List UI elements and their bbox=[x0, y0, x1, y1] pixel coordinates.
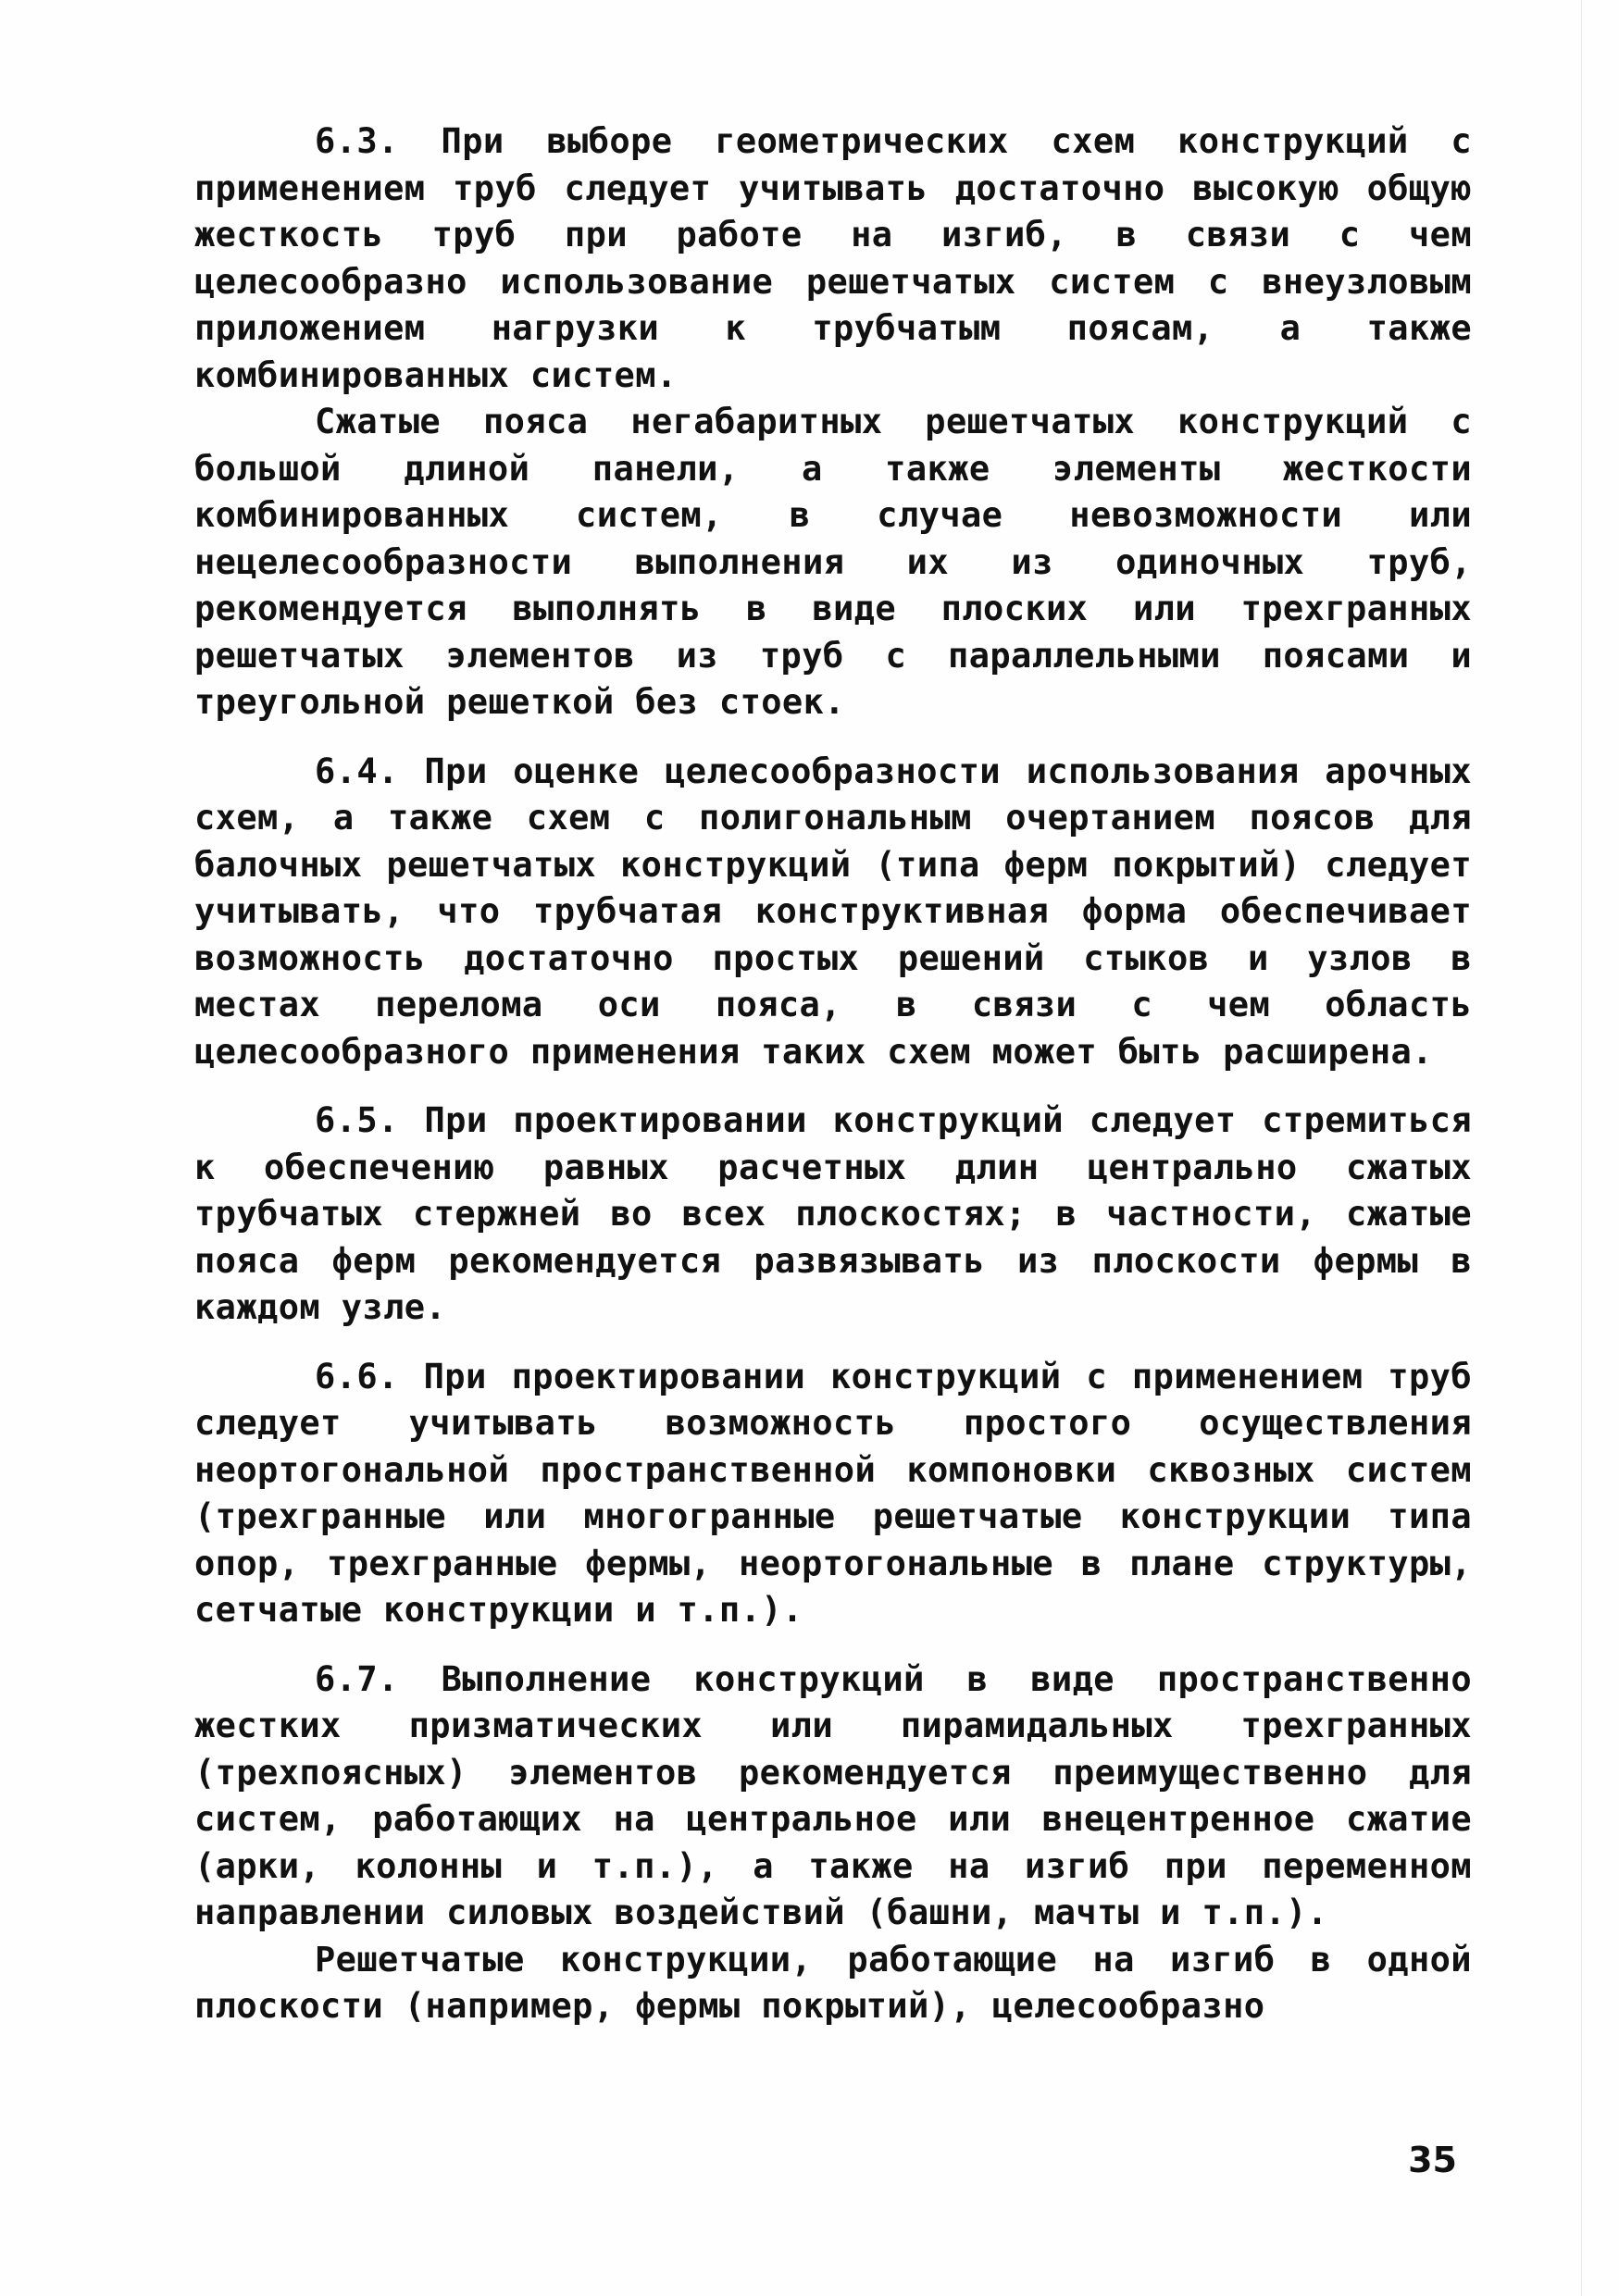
paragraph-6-5: 6.5. При проектировании конструкций следует стремиться к обеспечению равных расчетных длин центрально сжатых трубчатых стержней во всех плоскостях; в частности, сжатые пояса ферм рекомендуется развязывать из плоскости фермы в каждом узле. bbox=[194, 1100, 1472, 1327]
page-number: 35 bbox=[1408, 2140, 1457, 2180]
paragraph-6-6: 6.6. При проектировании конструкций с применением труб следует учитывать возможность простого осуществления неортогональной пространственной компоновки сквозных систем (трехгранные или многогранные решетчатые конструкции типа опор, трехгранные фермы, неортогональные в плане структуры, сетчатые конструкции и т.п.). bbox=[194, 1356, 1472, 1630]
paragraph-6-3: 6.3. При выборе геометрических схем конструкций с применением труб следует учитывать достаточно высокую общую жесткость труб при работе на изгиб, в связи с чем целесообразно использование решетчатых систем с внеузловым приложением нагрузки к трубчатым поясам, а также комбинированных систем. bbox=[194, 121, 1472, 395]
scan-edge-line bbox=[1581, 0, 1582, 2296]
paragraph-6-3-continued: Сжатые пояса негабаритных решетчатых конструкций с большой длиной панели, а также элементы жесткости комбинированных систем, в случае невозможности или нецелесообразности выполнения их из одиночных труб, рекомендуется выполнять в виде плоских или трехгранных решетчатых элементов из труб с параллельными поясами и треугольной решеткой без стоек. bbox=[194, 402, 1472, 722]
body-text bbox=[194, 118, 1472, 2030]
paragraph-6-7: 6.7. Выполнение конструкций в виде пространственно жестких призматических или пирамидальных трехгранных (трехпоясных) элементов рекомендуется преимущественно для систем, работающих на центральное или внецентренное сжатие (арки, колонны и т.п.), а также на изгиб при переменном направлении силовых воздействий (башни, мачты и т.п.). bbox=[194, 1658, 1472, 1932]
paragraph-6-7-continued: Решетчатые конструкции, работающие на изгиб в одной плоскости (например, фермы покрытий), целесообразно bbox=[194, 1939, 1472, 2026]
paragraph-6-4: 6.4. При оценке целесообразности использования арочных схем, а также схем с полигональным очертанием поясов для балочных решетчатых конструкций (типа ферм покрытий) следует учитывать, что трубчатая конструктивная форма обеспечивает возможность достаточно простых решений стыков и узлов в местах перелома оси пояса, в связи с чем область целесообразного применения таких схем может быть расширена. bbox=[194, 751, 1472, 1072]
